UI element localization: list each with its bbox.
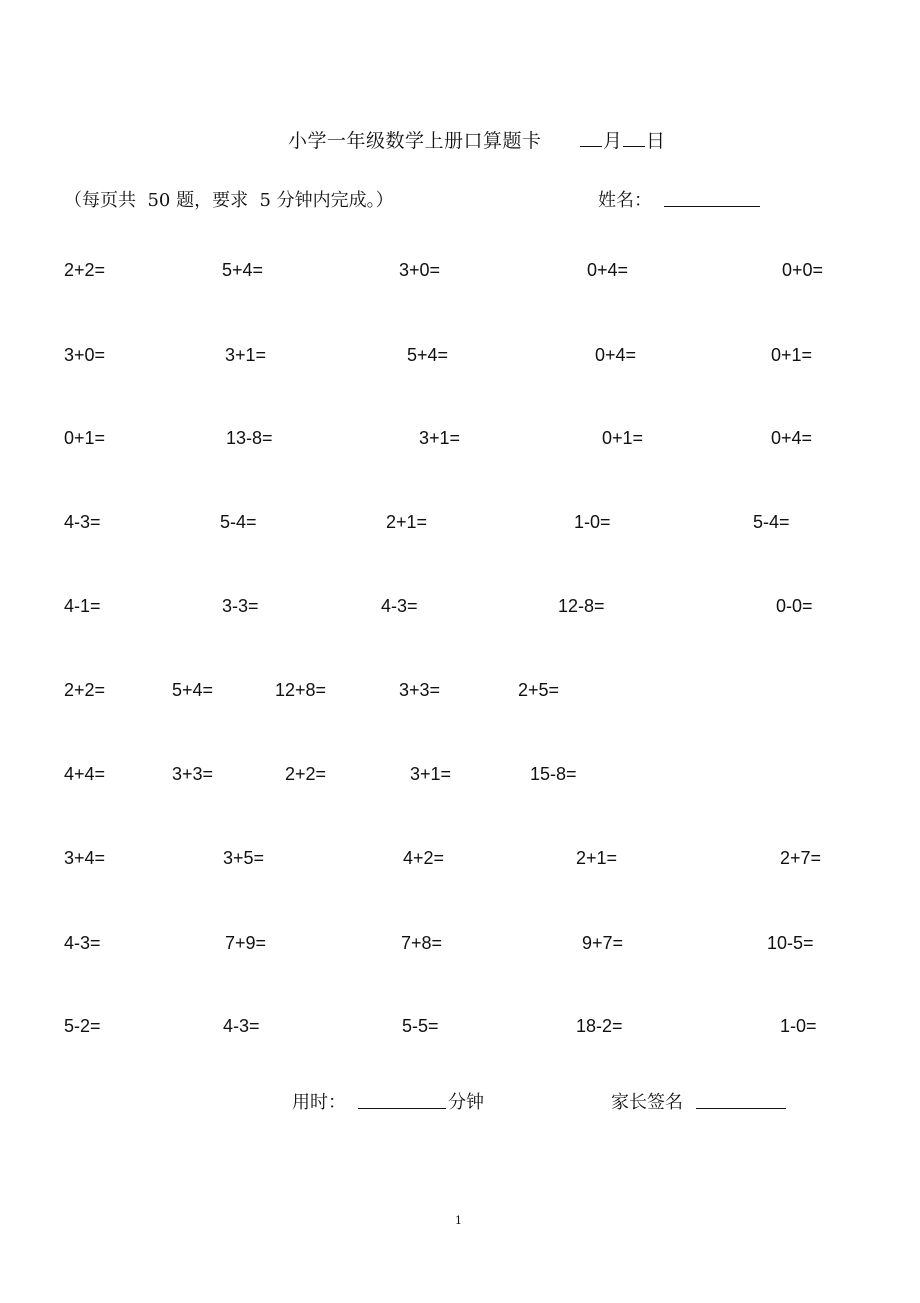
problem: 3+4= [64,848,106,868]
problem: 10-5= [767,933,814,953]
problem: 0+4= [595,345,637,365]
parent-signature-label: 家长签名 [611,1092,683,1113]
problem: 18-2= [576,1016,623,1036]
problem: 2+1= [576,848,618,868]
problem: 2+2= [285,764,327,784]
date-field [580,126,666,153]
time-unit: 分钟 [448,1092,484,1113]
problem: 13-8= [226,428,273,448]
problem: 3+3= [399,680,441,700]
problem: 3+1= [419,428,461,448]
problem: 3+1= [410,764,452,784]
problem: 4-1= [64,596,101,616]
time-used-label: 用时： [292,1092,346,1113]
instructions-text: （每页共 50 题，要求 5 分钟内完成。） [64,190,394,211]
problem: 2+7= [780,848,822,868]
problem: 3+1= [225,345,267,365]
problem: 3+3= [172,764,214,784]
problem: 0+1= [771,345,813,365]
month-blank[interactable] [580,128,602,147]
problem: 0+0= [782,260,824,280]
title-row [0,124,920,154]
parent-signature-blank[interactable] [696,1108,786,1109]
problem: 2+2= [64,680,106,700]
day-blank[interactable] [623,128,645,147]
problem: 7+8= [401,933,443,953]
problem: 2+2= [64,260,106,280]
problem: 5+4= [407,345,449,365]
day-unit: 日 [646,130,666,152]
problem: 4+2= [403,848,445,868]
problem: 5-4= [753,512,790,532]
problem: 4+4= [64,764,106,784]
month-unit: 月 [603,130,623,152]
problem: 5-2= [64,1016,101,1036]
problem: 1-0= [574,512,611,532]
worksheet-title: 小学一年级数学上册口算题卡 [288,130,542,152]
problem: 15-8= [530,764,577,784]
problem: 2+1= [386,512,428,532]
name-blank[interactable] [664,206,760,207]
name-label: 姓名： [598,190,652,211]
problem: 5+4= [222,260,264,280]
instructions-row [0,184,920,214]
problem: 2+5= [518,680,560,700]
problem: 0+4= [771,428,813,448]
problem: 9+7= [582,933,624,953]
problem: 4-3= [64,933,101,953]
problem: 12-8= [558,596,605,616]
problem: 5-5= [402,1016,439,1036]
problem: 0-0= [776,596,813,616]
problem: 3+0= [399,260,441,280]
problem: 3+0= [64,345,106,365]
time-used-blank[interactable] [358,1108,446,1109]
problem: 4-3= [223,1016,260,1036]
problem: 3+5= [223,848,265,868]
problem: 4-3= [381,596,418,616]
problem: 5-4= [220,512,257,532]
problem: 7+9= [225,933,267,953]
problem: 5+4= [172,680,214,700]
problem: 0+1= [64,428,106,448]
problem: 4-3= [64,512,101,532]
problem: 0+1= [602,428,644,448]
page-number: 1 [455,1214,462,1227]
problem: 1-0= [780,1016,817,1036]
problem: 0+4= [587,260,629,280]
problem: 12+8= [275,680,327,700]
problem: 3-3= [222,596,259,616]
